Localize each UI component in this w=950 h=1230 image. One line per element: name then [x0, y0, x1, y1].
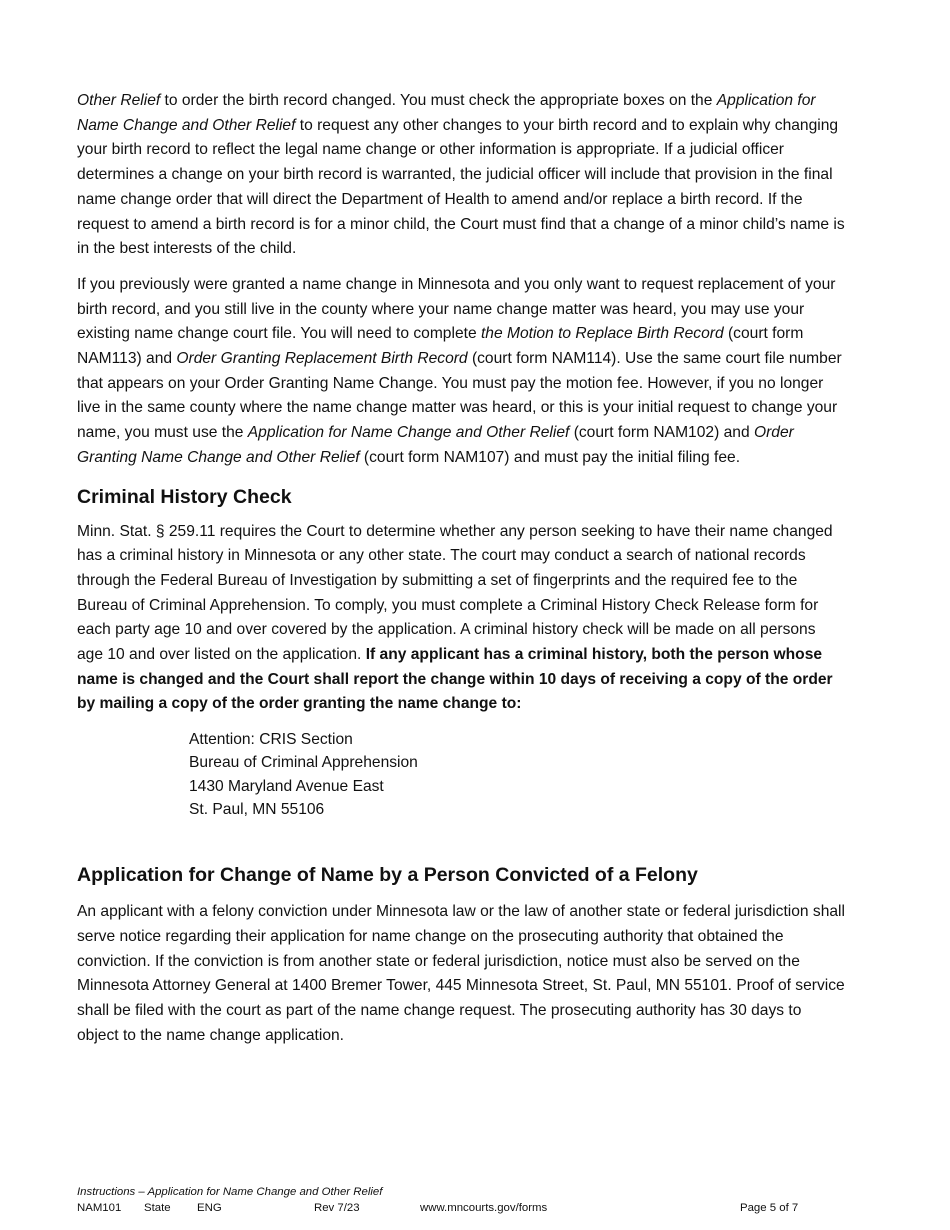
footer-level: State [144, 1202, 171, 1214]
paragraph-criminal-history [77, 520, 845, 718]
footer-form-id: NAM101 [77, 1202, 122, 1214]
bold-run: If any applicant has a criminal history, both the person whose name is changed and the Court shall report the change within 10 days of receiving a copy of the order by mailing a copy of the order granting the name change to: [77, 646, 833, 713]
heading-criminal-history-check: Criminal History Check [77, 485, 292, 508]
footer-document-title: Instructions – Application for Name Change and Other Relief [77, 1186, 383, 1198]
mailing-address-block [189, 728, 845, 821]
text-run: (court form NAM114). Use the same court file number that appears on your Order Granting Name Change. You must pay the motion fee. However, if you no longer live in the same county where the name change matter was heard, or this is your initial request to change your name, you must use the [77, 350, 842, 442]
text-run: An applicant with a felony conviction under Minnesota law or the law of another state or federal jurisdiction shall serve notice regarding their application for name change on the prosecuting authority that obtained the conviction. If the conviction is from another state or federal jurisdiction, notice must also be served on the Minnesota Attorney General at 1400 Bremer Tower, 445 Minnesota Street, St. Paul, MN 55101. Proof of service shall be filed with the court as part of the name change request. The prosecuting authority has 30 days to object to the name change application. [77, 903, 845, 1044]
text-run: (court form NAM107) and must pay the initial filing fee. [359, 448, 741, 466]
page-footer [77, 1184, 837, 1216]
text-run: Minn. Stat. § 259.11 requires the Court to determine whether any person seeking to have their name changed has a criminal history in Minnesota or any other state. The court may conduct a search of national records through the Federal Bureau of Investigation by submitting a set of fingerprints and the required fee to the Bureau of Criminal Apprehension. To comply, you must complete a Criminal History Check Release form for each party age 10 and over covered by the application. A criminal history check will be made on all persons age 10 and over listed on the application. [77, 522, 833, 664]
footer-url[interactable]: www.mncourts.gov/forms [420, 1202, 548, 1214]
footer-revision: Rev 7/23 [314, 1202, 360, 1214]
document-body [77, 89, 845, 1049]
text-run: to request any other changes to your birth record and to explain why changing your birth record to reflect the legal name change or other information is appropriate. If a judicial officer determines a change on your birth record is warranted, the judicial officer will include that provision in the final name change order that will direct the Department of Health to amend and/or replace a birth record. If the request to amend a birth record is for a minor child, the Court must find that a change of a minor child’s name is in the best interests of the child. [77, 116, 845, 258]
heading-felony-name-change: Application for Change of Name by a Person Convicted of a Felony [77, 864, 698, 887]
paragraph-birth-record-change [77, 89, 845, 262]
paragraph-replace-birth-record [77, 273, 845, 471]
text-run: (court form NAM102) and [569, 424, 754, 442]
italic-run: Order Granting Replacement Birth Record [176, 350, 468, 368]
italic-run: Order Granting Name Change and Other Relief [77, 424, 794, 466]
address-line-bureau: Bureau of Criminal Apprehension [189, 754, 418, 772]
address-line-city: St. Paul, MN 55106 [189, 801, 325, 819]
footer-page-number: Page 5 of 7 [740, 1202, 799, 1214]
italic-run: the Motion to Replace Birth Record [480, 325, 724, 343]
italic-run: Application for Name Change and Other Relief [77, 92, 816, 134]
italic-run: Other Relief [77, 92, 161, 109]
address-line-attention: Attention: CRIS Section [189, 731, 353, 749]
text-run: (court form NAM113) and [77, 325, 804, 368]
italic-run: Application for Name Change and Other Relief [247, 424, 570, 442]
footer-info-row [77, 1200, 837, 1216]
text-run: to order the birth record changed. You must check the appropriate boxes on the [160, 92, 717, 109]
paragraph-felony-conviction [77, 900, 845, 1048]
address-line-street: 1430 Maryland Avenue East [189, 777, 384, 795]
footer-language: ENG [197, 1202, 222, 1214]
text-run: If you previously were granted a name change in Minnesota and you only want to request replacement of your birth record, and you still live in the county where your name change matter was heard, you may use your existing name change court file. You will need to complete [77, 275, 836, 343]
